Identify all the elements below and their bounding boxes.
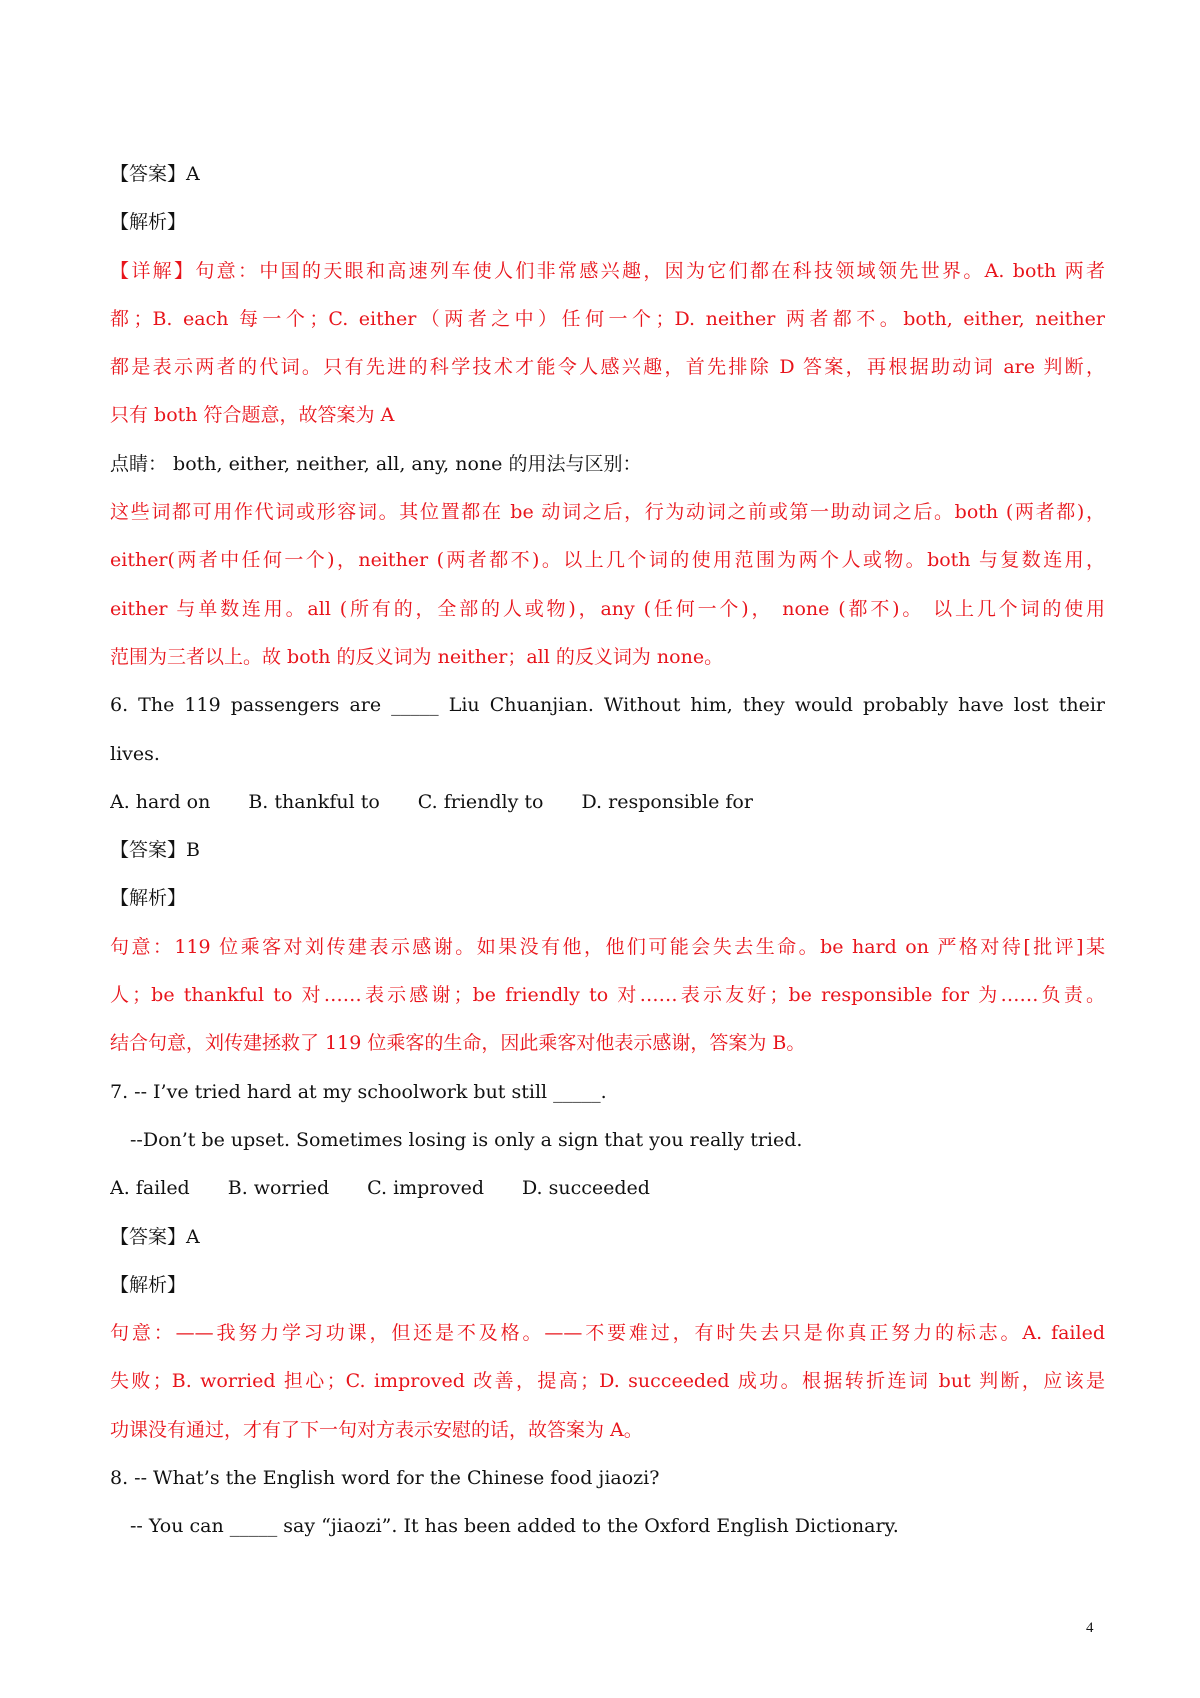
explanation-line: 范围为三者以上。故 both 的反义词为 neither；all 的反义词为 none。	[110, 645, 724, 668]
answer-option: A. failed	[110, 1177, 190, 1200]
answer-option: C. improved	[367, 1177, 484, 1200]
answer-option: C. friendly to	[417, 790, 544, 813]
text-line: 【答案】A	[110, 1225, 200, 1248]
page-number: 4	[1086, 1620, 1094, 1636]
document-body	[110, 150, 1105, 1551]
explanation-line: 这些词都可用作代词或形容词。其位置都在 be 动词之后，行为动词之前或第一助动词之后。both (两者都)，	[110, 501, 1105, 524]
text-line: 【答案】B	[110, 839, 200, 862]
text-line: -- You can _____ say “jiaozi”. It has been added to the Oxford English Dictionary.	[130, 1515, 899, 1538]
text-line: 【解析】	[110, 1273, 187, 1296]
answer-option: B. worried	[227, 1177, 330, 1200]
text-line: 【解析】	[110, 887, 187, 910]
text-line: 7. -- I’ve tried hard at my schoolwork but still _____.	[110, 1080, 607, 1103]
explanation-line: 失败；B. worried 担心；C. improved 改善，提高；D. succeeded 成功。根据转折连词 but 判断，应该是	[110, 1370, 1105, 1393]
text-line: 点睛： both, either, neither, all, any, none 的用法与区别：	[110, 452, 642, 475]
explanation-line: 结合句意，刘传建拯救了 119 位乘客的生命，因此乘客对他表示感谢，答案为 B。	[110, 1032, 806, 1055]
text-line: 6. The 119 passengers are _____ Liu Chuanjian. Without him, they would probably have lost their	[110, 694, 1105, 717]
explanation-line: 【详解】句意：中国的天眼和高速列车使人们非常感兴趣，因为它们都在科技领域领先世界。A. both 两者	[110, 259, 1105, 282]
answer-options	[110, 1164, 1105, 1212]
text-line: 【解析】	[110, 211, 187, 234]
answer-option: D. succeeded	[522, 1177, 650, 1200]
explanation-line: 只有 both 符合题意，故答案为 A	[110, 404, 395, 427]
answer-option: B. thankful to	[248, 790, 380, 813]
explanation-line: 人；be thankful to 对……表示感谢；be friendly to 对……表示友好；be responsible for 为……负责。	[110, 984, 1105, 1007]
explanation-line: either 与单数连用。all (所有的，全部的人或物)，any (任何一个)， none (都不)。 以上几个词的使用	[110, 597, 1105, 620]
explanation-line: 都；B. each 每一个；C. either（两者之中）任何一个；D. neither 两者都不。both, either, neither	[110, 307, 1105, 330]
text-line: lives.	[110, 742, 160, 765]
explanation-line: 句意：119 位乘客对刘传建表示感谢。如果没有他，他们可能会失去生命。be hard on 严格对待[批评]某	[110, 935, 1105, 958]
text-line: 【答案】A	[110, 163, 200, 185]
explanation-line: 功课没有通过，才有了下一句对方表示安慰的话，故答案为 A。	[110, 1418, 643, 1441]
explanation-line: 句意：——我努力学习功课，但还是不及格。——不要难过，有时失去只是你真正努力的标志。A. failed	[110, 1322, 1105, 1345]
text-line: --Don’t be upset. Sometimes losing is only a sign that you really tried.	[130, 1128, 803, 1151]
explanation-line: either(两者中任何一个)，neither (两者都不)。以上几个词的使用范围为两个人或物。both 与复数连用，	[110, 549, 1105, 572]
answer-option: D. responsible for	[581, 790, 753, 813]
answer-options	[110, 778, 1105, 826]
answer-option: A. hard on	[110, 790, 211, 813]
explanation-line: 都是表示两者的代词。只有先进的科学技术才能令人感兴趣，首先排除 D 答案，再根据助动词 are 判断，	[110, 356, 1105, 379]
text-line: 8. -- What’s the English word for the Chinese food jiaozi?	[110, 1467, 660, 1490]
